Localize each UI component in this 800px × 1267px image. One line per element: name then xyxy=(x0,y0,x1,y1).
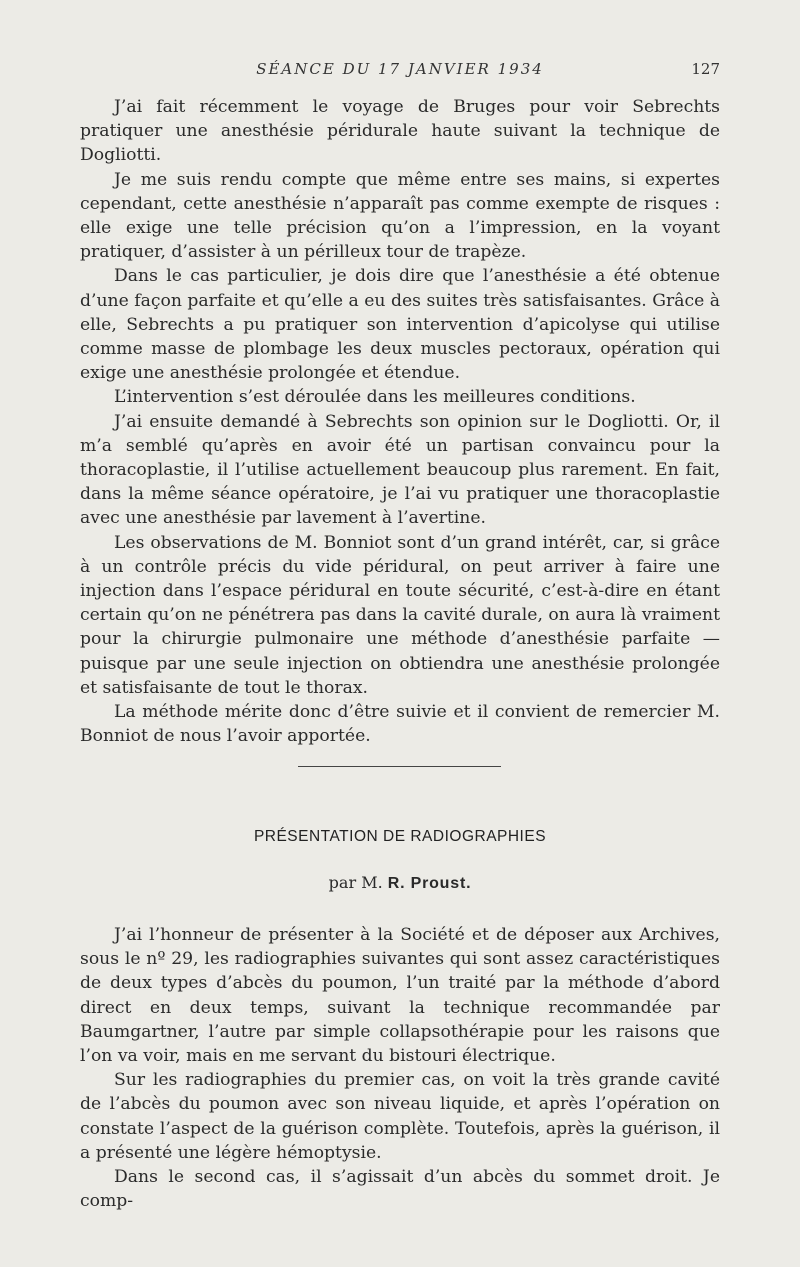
section-title: PRÉSENTATION DE RADIOGRAPHIES xyxy=(253,828,547,845)
section-divider xyxy=(298,766,501,767)
page-number: 127 xyxy=(691,60,720,78)
running-header xyxy=(80,60,720,84)
paragraph: J’ai ensuite demandé à Sebrechts son opinion sur le Dogliotti. Or, il m’a semblé qu’après en avoir été un partisan convaincu pour la thoracoplastie, il l’utilise actuellement beaucoup plus rarement. En fait, dans la même séance opératoire, je l’ai vu pratiquer une thoracoplastie avec une anesthésie par lavement à l’avertine. xyxy=(80,411,720,529)
paragraph: J’ai l’honneur de présenter à la Société et de déposer aux Archives, sous le nº 29, les radiographies suivantes qui sont assez caractéristiques de deux types d’abcès du poumon, l’un traité par la méthode d’abord direct en deux temps, suivant la technique recommandée par Baumgartner, l’autre par simple collapsothérapie pour les raisons que l’on va voir, mais en me servant du bistouri électrique. xyxy=(80,925,720,1067)
paragraph: Je me suis rendu compte que même entre ses mains, si expertes cependant, cette anesthésie n’apparaît pas comme exempte de risques : elle exige une telle précision qu’on a l’impression, en la voyant pratiquer, d’assister à un périlleux tour de trapèze. xyxy=(80,169,720,263)
paragraph: Dans le cas particulier, je dois dire que l’anesthésie a été obtenue d’une façon parfaite et qu’elle a eu des suites très satisfaisantes. Grâce à elle, Sebrechts a pu pratiquer son intervention d’apicolyse qui utilise comme masse de plombage les deux muscles pectoraux, opération qui exige une anesthésie prolongée et étendue. xyxy=(80,266,720,384)
paragraph: J’ai fait récemment le voyage de Bruges pour voir Sebrechts pratiquer une anesthésie péridurale haute suivant la technique de Dogliotti. xyxy=(80,97,720,166)
author-name: R. Proust. xyxy=(387,875,472,892)
discussion-text xyxy=(80,95,720,748)
paragraph: La méthode mérite donc d’être suivie et il convient de remercier M. Bonniot de nous l’avoir apportée. xyxy=(80,702,720,747)
paragraph: Dans le second cas, il s’agissait d’un abcès du sommet droit. Je comp- xyxy=(80,1167,720,1212)
presentation-text xyxy=(80,923,720,1213)
paragraph: L’intervention s’est déroulée dans les meilleures conditions. xyxy=(114,387,636,408)
byline xyxy=(80,873,720,893)
paragraph: Sur les radiographies du premier cas, on voit la très grande cavité de l’abcès du poumon avec son niveau liquide, et après l’opération on constate l’aspect de la guérison complète. Toutefois, après la guérison, il a présenté une légère hémoptysie. xyxy=(80,1070,720,1163)
paragraph: Les observations de M. Bonniot sont d’un grand intérêt, car, si grâce à un contrôle précis du vide péridural, on peut arriver à faire une injection dans l’espace péridural en toute sécurité, c’est-à-dire en étant certain qu’on ne pénétrera pas dans la cavité durale, on aura là vraiment pour la chirurgie pulmonaire une méthode d’anesthésie parfaite — puisque par une seule injection on obtiendra une anesthésie prolongée et satisfaisante de tout le thorax. xyxy=(80,532,720,698)
byline-prefix: par M. xyxy=(328,873,383,892)
running-title: SÉANCE DU 17 JANVIER 1934 xyxy=(256,60,544,78)
